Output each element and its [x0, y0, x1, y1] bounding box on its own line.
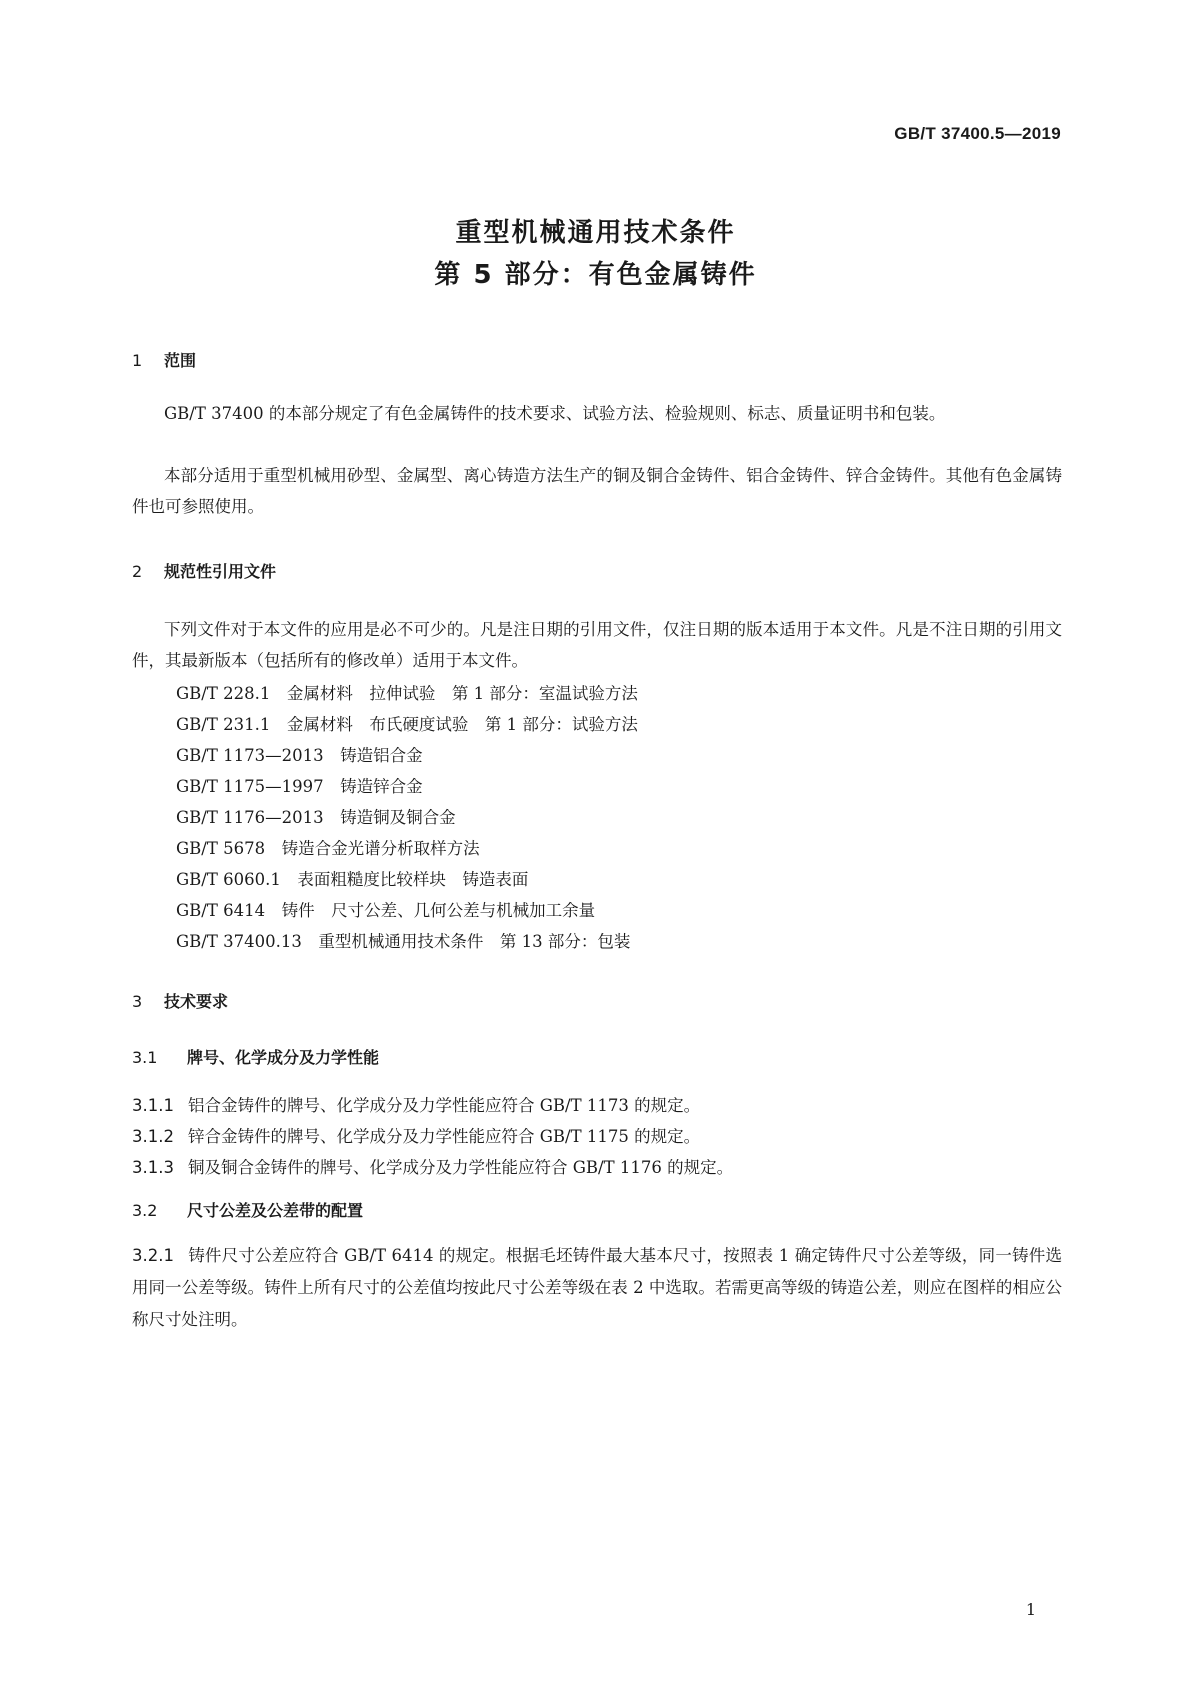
- clause-3-2-1: [132, 1240, 1062, 1336]
- reference-item: GB/T 6060.1 表面粗糙度比较样块 铸造表面: [176, 870, 529, 889]
- subsection-title: 牌号、化学成分及力学性能: [187, 1048, 380, 1067]
- reference-item: GB/T 231.1 金属材料 布氏硬度试验 第 1 部分：试验方法: [176, 715, 638, 734]
- clause-text: 锌合金铸件的牌号、化学成分及力学性能应符合 GB/T 1175 的规定。: [188, 1127, 701, 1146]
- section-2-heading: [132, 559, 276, 582]
- document-title-line1: 重型机械通用技术条件: [455, 218, 736, 248]
- clause-text: 铜及铜合金铸件的牌号、化学成分及力学性能应符合 GB/T 1176 的规定。: [188, 1158, 734, 1177]
- reference-item: GB/T 1176—2013 铸造铜及铜合金: [176, 808, 456, 827]
- section-title: 技术要求: [164, 992, 229, 1011]
- clause-3-1-1: [132, 1092, 700, 1116]
- subsection-3-1-heading: [132, 1045, 379, 1068]
- subsection-title: 尺寸公差及公差带的配置: [187, 1201, 364, 1220]
- clause-3-1-2: [132, 1123, 700, 1147]
- clause-number: 3.2.1: [132, 1246, 174, 1265]
- reference-item: GB/T 1173—2013 铸造铝合金: [176, 746, 423, 765]
- section-number: 2: [132, 562, 143, 581]
- clause-text: 铸件尺寸公差应符合 GB/T 6414 的规定。根据毛坯铸件最大基本尺寸，按照表 1 确定铸件尺寸公差等级，同一铸件选用同一公差等级。铸件上所有尺寸的公差值均按此尺寸公差等级在表 2 中选取。若需更高等级的铸造公差，则应在图样的相应公称尺寸处注明。: [132, 1246, 1062, 1329]
- page-number: 1: [1025, 1600, 1036, 1619]
- document-title-line2: 第 5 部分：有色金属铸件: [434, 260, 757, 290]
- section-number: 1: [132, 351, 143, 370]
- section-number: 3: [132, 992, 143, 1011]
- reference-item: GB/T 1175—1997 铸造锌合金: [176, 777, 423, 796]
- section-1-heading: [132, 348, 196, 371]
- reference-item: GB/T 5678 铸造合金光谱分析取样方法: [176, 839, 480, 858]
- section-2-intro: 下列文件对于本文件的应用是必不可少的。凡是注日期的引用文件，仅注日期的版本适用于本文件。凡是不注日期的引用文件，其最新版本（包括所有的修改单）适用于本文件。: [132, 620, 1062, 670]
- subsection-number: 3.1: [132, 1048, 158, 1067]
- clause-number: 3.1.2: [132, 1127, 174, 1146]
- clause-3-1-3: [132, 1154, 733, 1178]
- reference-item: GB/T 6414 铸件 尺寸公差、几何公差与机械加工余量: [176, 901, 596, 920]
- section-title: 范围: [164, 351, 197, 370]
- clause-text: 铝合金铸件的牌号、化学成分及力学性能应符合 GB/T 1173 的规定。: [188, 1096, 701, 1115]
- section-title: 规范性引用文件: [164, 562, 277, 581]
- section-1-paragraph-2: 本部分适用于重型机械用砂型、金属型、离心铸造方法生产的铜及铜合金铸件、铝合金铸件、锌合金铸件。其他有色金属铸件也可参照使用。: [132, 466, 1062, 516]
- subsection-3-2-heading: [132, 1198, 363, 1221]
- reference-item: GB/T 228.1 金属材料 拉伸试验 第 1 部分：室温试验方法: [176, 684, 638, 703]
- clause-number: 3.1.1: [132, 1096, 174, 1115]
- subsection-number: 3.2: [132, 1201, 158, 1220]
- standard-number: GB/T 37400.5—2019: [894, 124, 1061, 143]
- clause-number: 3.1.3: [132, 1158, 174, 1177]
- reference-item: GB/T 37400.13 重型机械通用技术条件 第 13 部分：包装: [176, 932, 631, 951]
- section-3-heading: [132, 989, 228, 1012]
- section-1-paragraph-1: GB/T 37400 的本部分规定了有色金属铸件的技术要求、试验方法、检验规则、标志、质量证明书和包装。: [164, 404, 946, 423]
